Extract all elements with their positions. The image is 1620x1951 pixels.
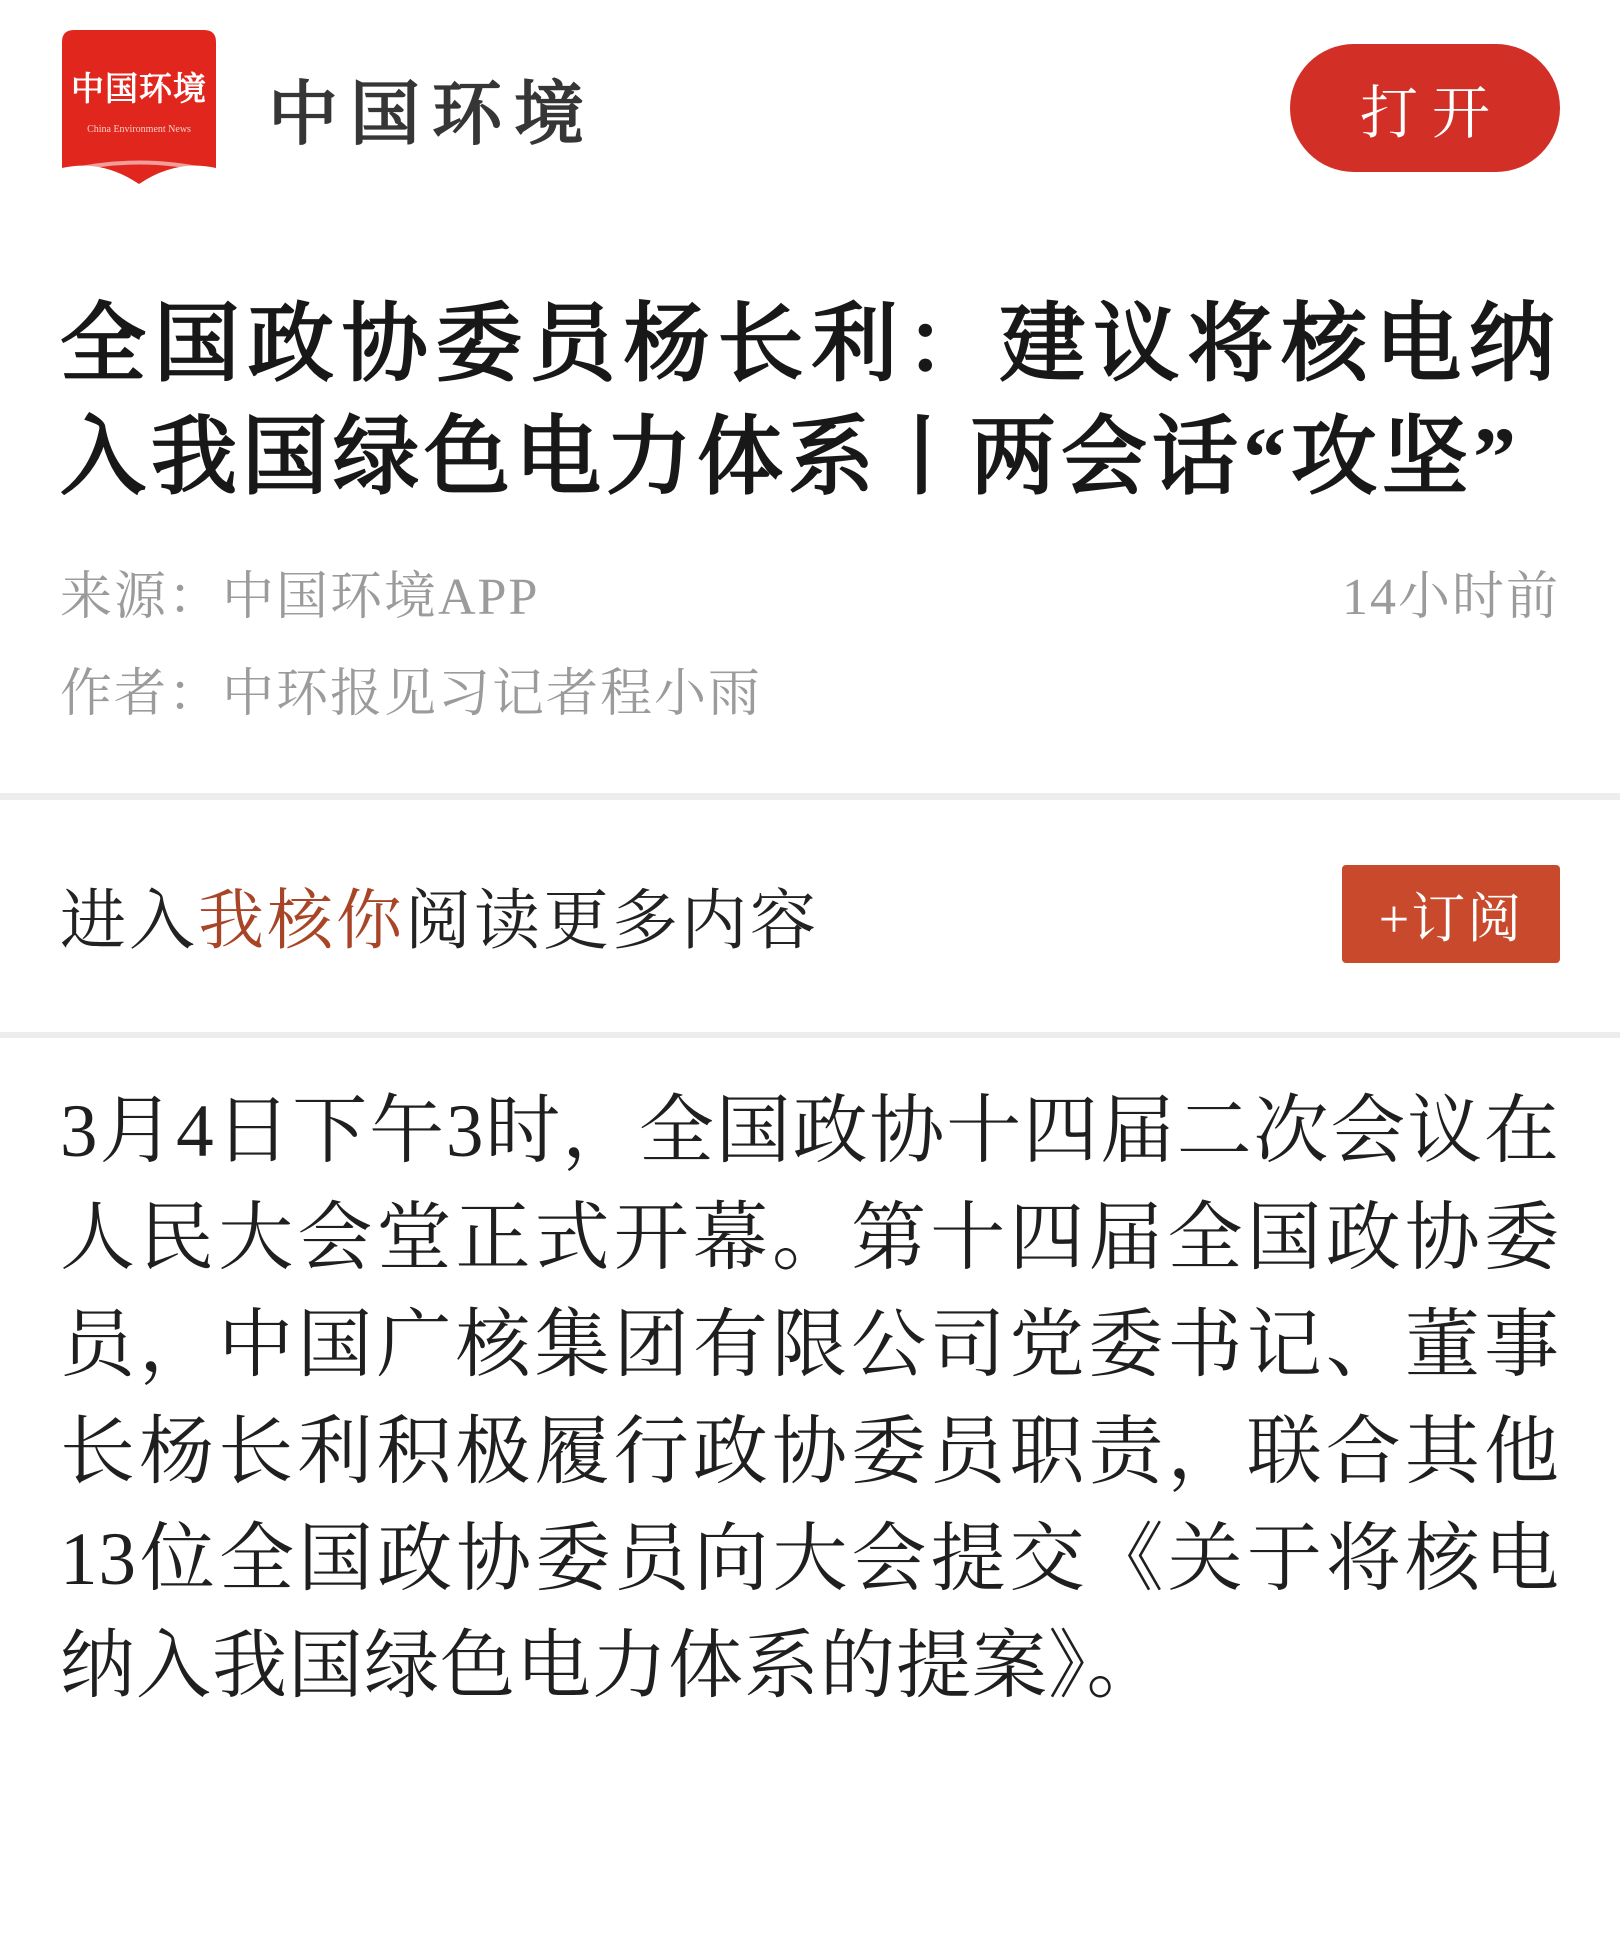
article-meta-author-row [60, 666, 1560, 723]
article-source: 来源：中国环境APP [60, 569, 540, 626]
article-meta-source-row [60, 569, 1560, 626]
divider-top [0, 793, 1620, 800]
article-time: 14小时前 [1341, 569, 1560, 626]
logo-subtitle: China Environment News [87, 124, 191, 135]
app-banner [60, 28, 1560, 188]
channel-entry-text [60, 867, 819, 962]
channel-entry-suffix: 阅读更多内容 [405, 884, 819, 958]
article-title: 全国政协委员杨长利：建议将核电纳入我国绿色电力体系丨两会话“攻坚” [60, 296, 1560, 505]
divider-bottom [0, 1032, 1620, 1038]
article-page [0, 28, 1620, 1720]
article-paragraph: 3月4日下午3时，全国政协十四届二次会议在人民大会堂正式开幕。第十四届全国政协委员，中国广核集团有限公司党委书记、董事长杨长利积极履行政协委员职责，联合其他13位全国政协委员向大会提交《关于将核电纳入我国绿色电力体系的提案》。 [60, 1090, 1560, 1708]
logo-title: 中国环境 [71, 72, 207, 108]
channel-link[interactable]: 我核你 [198, 884, 405, 958]
channel-subscribe-bar [60, 864, 1560, 964]
article-author: 作者：中环报见习记者程小雨 [60, 666, 763, 723]
open-app-button[interactable]: 打开 [1290, 44, 1560, 172]
subscribe-button[interactable]: +订阅 [1342, 865, 1560, 963]
app-name: 中国环境 [268, 76, 596, 154]
app-logo-icon[interactable] [60, 28, 218, 188]
channel-entry-prefix: 进入 [60, 884, 198, 958]
